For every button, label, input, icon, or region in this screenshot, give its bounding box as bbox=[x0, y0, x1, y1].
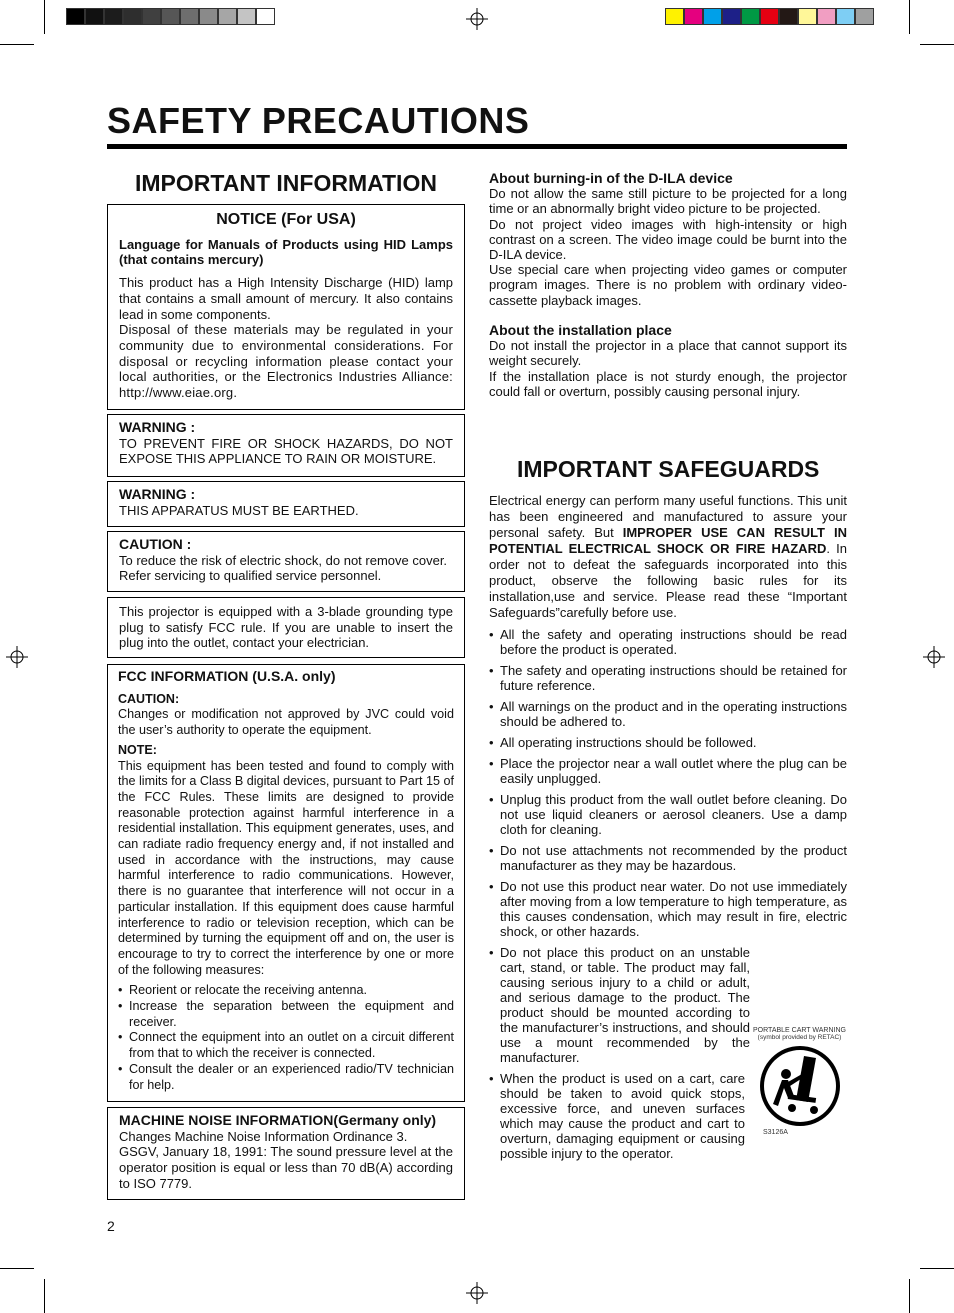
list-item: • Connect the equipment into an outlet on a circuit different from that to which the receiver is connected. bbox=[118, 1030, 454, 1061]
fcc-note-label: NOTE: bbox=[118, 742, 157, 757]
cart-warning-subcaption: (symbol provided by RETAC) bbox=[757, 1034, 842, 1041]
color-swatch bbox=[66, 8, 85, 25]
fcc-measures-list bbox=[118, 983, 454, 1093]
registration-mark-icon bbox=[923, 646, 945, 668]
crop-mark bbox=[44, 1279, 45, 1313]
cart-warning-code: S3126A bbox=[763, 1129, 788, 1136]
grayscale-bar bbox=[66, 8, 275, 25]
burn-in-title: About burning-in of the D-ILA device bbox=[489, 170, 733, 186]
grounding-box bbox=[107, 597, 465, 658]
intro-bold-text: IMPROPER USE CAN RESULT IN POTENTIAL ELECTRICAL SHOCK OR FIRE HAZARD bbox=[489, 525, 847, 556]
page-number: 2 bbox=[107, 1218, 115, 1234]
caution-box bbox=[107, 531, 465, 592]
color-swatch bbox=[256, 8, 275, 25]
list-item: • When the product is used on a cart, care should be taken to avoid quick stops, excessive force, and uneven surfaces which may cause the product and cart to overturn, damaging equipment or causing possible injury to the operator. bbox=[489, 1071, 745, 1161]
intro-text: . In order not to defeat the safeguards incorporated into this product, observe the following basic rules for its installation,use and service. Please read these “Important Safeguards”carefully before use. bbox=[489, 541, 847, 620]
color-swatch bbox=[142, 8, 161, 25]
burn-in-paragraph: Do not allow the same still picture to be projected for a long time or an abnormally bright video picture to be projected. bbox=[489, 186, 847, 217]
notice-paragraph: Disposal of these materials may be regulated in your community due to environmental considerations. For disposal or recycling information please contact your local authorities, or the Electronics Industries Alliance: http://www.eiae.org. bbox=[119, 322, 453, 401]
crop-mark bbox=[0, 1268, 34, 1269]
warning-text: THIS APPARATUS MUST BE EARTHED. bbox=[119, 502, 359, 518]
list-item: • Do not use attachments not recommended by the product manufacturer as they may be hazardous. bbox=[489, 843, 847, 873]
intro-text: Electrical energy can perform many useful functions. This unit has been engineered and manufactured to assure your personal safety. But bbox=[489, 493, 847, 540]
warning-box bbox=[107, 481, 465, 527]
list-item: • All warnings on the product and in the operating instructions should be adhered to. bbox=[489, 699, 847, 729]
registration-mark-icon bbox=[466, 1282, 488, 1304]
grounding-text: This projector is equipped with a 3-blade grounding type plug to satisfy FCC rule. If you are unable to insert the plug into the outlet, contact your electrician. bbox=[119, 604, 453, 651]
color-swatch bbox=[741, 8, 760, 25]
fcc-caution-label: CAUTION: bbox=[118, 691, 180, 706]
machine-noise-text: Changes Machine Noise Information Ordinance 3. bbox=[119, 1128, 408, 1144]
color-swatch bbox=[218, 8, 237, 25]
color-swatch bbox=[760, 8, 779, 25]
list-item: • Consult the dealer or an experienced radio/TV technician for help. bbox=[118, 1062, 454, 1093]
safeguards-intro bbox=[489, 493, 847, 621]
title-rule bbox=[107, 144, 847, 149]
list-item: • The safety and operating instructions should be retained for future reference. bbox=[489, 663, 847, 693]
color-swatch bbox=[161, 8, 180, 25]
list-item: • Place the projector near a wall outlet where the plug can be easily unplugged. bbox=[489, 756, 847, 786]
burn-in-paragraph: Use special care when projecting video games or computer program images. There is no problem with ordinary video-cassette playback images. bbox=[489, 262, 847, 308]
color-swatch bbox=[199, 8, 218, 25]
list-item: • Reorient or relocate the receiving antenna. bbox=[118, 983, 454, 999]
crop-mark bbox=[909, 0, 910, 34]
notice-title: NOTICE (For USA) bbox=[216, 211, 356, 228]
cart-warning-caption: PORTABLE CART WARNING bbox=[753, 1027, 846, 1034]
fcc-caution-text: Changes or modification not approved by JVC could void the user’s authority to operate the equipment. bbox=[118, 707, 454, 738]
notice-paragraph: This product has a High Intensity Discharge (HID) lamp that contains a small amount of mercury. It also contains lead in some components. bbox=[119, 275, 453, 322]
notice-box bbox=[107, 204, 465, 410]
machine-noise-box bbox=[107, 1107, 465, 1200]
installation-section bbox=[489, 323, 847, 399]
crop-mark bbox=[44, 0, 45, 34]
cart-warning-symbol bbox=[752, 1027, 847, 1145]
warning-label: WARNING : bbox=[119, 486, 196, 502]
warning-label: WARNING : bbox=[119, 419, 196, 435]
important-safeguards-heading: IMPORTANT SAFEGUARDS bbox=[517, 456, 820, 482]
installation-paragraph: Do not install the projector in a place that cannot support its weight securely. bbox=[489, 338, 847, 369]
notice-subtitle: Language for Manuals of Products using HID Lamps (that contains mercury) bbox=[119, 236, 453, 268]
burn-in-paragraph: Do not project video images with high-intensity or high contrast on a screen. The video image could be burnt into the D-ILA device. bbox=[489, 216, 847, 263]
color-swatch bbox=[684, 8, 703, 25]
color-swatch bbox=[722, 8, 741, 25]
page-title: SAFETY PRECAUTIONS bbox=[107, 100, 530, 141]
list-item: • Do not place this product on an unstable cart, stand, or table. The product may fall, causing serious injury to a child or adult, and serious damage to the product. The product should be mounted according to the manufacturer’s instructions, and should use a mount recommended by the manufacturer. bbox=[489, 945, 750, 1065]
color-swatch bbox=[817, 8, 836, 25]
list-item: • Do not use this product near water. Do not use immediately after moving from a low temperature to high temperature, as this causes condensation, which may result in fire, electric shock, or other hazards. bbox=[489, 879, 847, 939]
color-swatch bbox=[180, 8, 199, 25]
caution-label: CAUTION : bbox=[119, 536, 192, 552]
fcc-note-text: This equipment has been tested and found to comply with the limits for a Class B digital devices, pursuant to Part 15 of the FCC Rules. These limits are designed to provide reasonable protection against harmful interference in a residential installation. This equipment generates, uses, and can radiate radio frequency energy and, if not installed and used in accordance with the instructions, may cause harmful interference to radio communications. However, there is no guarantee that interference will not occur in a particular installation. If this equipment does cause harmful interference to radio or television reception, which can be determined by turning the equipment off and on, the user is encourage to try to correct the interference by one or more of the following measures: bbox=[118, 758, 454, 977]
color-swatch bbox=[855, 8, 874, 25]
warning-box bbox=[107, 414, 465, 477]
color-swatch bbox=[104, 8, 123, 25]
color-swatch bbox=[836, 8, 855, 25]
registration-mark-icon bbox=[6, 646, 28, 668]
burn-in-section bbox=[489, 171, 847, 308]
warning-text: TO PREVENT FIRE OR SHOCK HAZARDS, DO NOT EXPOSE THIS APPLIANCE TO RAIN OR MOISTURE. bbox=[119, 435, 453, 467]
crop-mark bbox=[909, 1279, 910, 1313]
color-swatch bbox=[237, 8, 256, 25]
registration-mark-icon bbox=[466, 8, 488, 30]
crop-mark bbox=[920, 1268, 954, 1269]
color-bar bbox=[665, 8, 874, 25]
list-item: • Increase the separation between the equipment and receiver. bbox=[118, 999, 454, 1030]
color-swatch bbox=[779, 8, 798, 25]
crop-mark bbox=[920, 44, 954, 45]
installation-paragraph: If the installation place is not sturdy enough, the projector could fall or overturn, possibly causing personal injury. bbox=[489, 368, 847, 399]
color-swatch bbox=[85, 8, 104, 25]
color-swatch bbox=[798, 8, 817, 25]
tipping-cart-icon bbox=[758, 1044, 842, 1128]
list-item: • All the safety and operating instructions should be read before the product is operated. bbox=[489, 627, 847, 657]
list-item: • Unplug this product from the wall outlet before cleaning. Do not use liquid cleaners or aerosol cleaners. Use a damp cloth for cleaning. bbox=[489, 792, 847, 837]
crop-mark bbox=[0, 44, 34, 45]
list-item: • All operating instructions should be followed. bbox=[489, 735, 847, 750]
caution-text: To reduce the risk of electric shock, do not remove cover. Refer servicing to qualified service personnel. bbox=[119, 552, 448, 584]
machine-noise-title: MACHINE NOISE INFORMATION(Germany only) bbox=[119, 1112, 437, 1128]
fcc-box bbox=[107, 664, 465, 1102]
important-information-heading: IMPORTANT INFORMATION bbox=[135, 170, 437, 196]
color-swatch bbox=[665, 8, 684, 25]
machine-noise-text: GSGV, January 18, 1991: The sound pressure level at the operator position is equal or less than 70 dB(A) according to ISO 7779. bbox=[119, 1144, 453, 1191]
color-swatch bbox=[703, 8, 722, 25]
color-swatch bbox=[123, 8, 142, 25]
fcc-title: FCC INFORMATION (U.S.A. only) bbox=[118, 668, 336, 684]
installation-title: About the installation place bbox=[489, 322, 672, 338]
